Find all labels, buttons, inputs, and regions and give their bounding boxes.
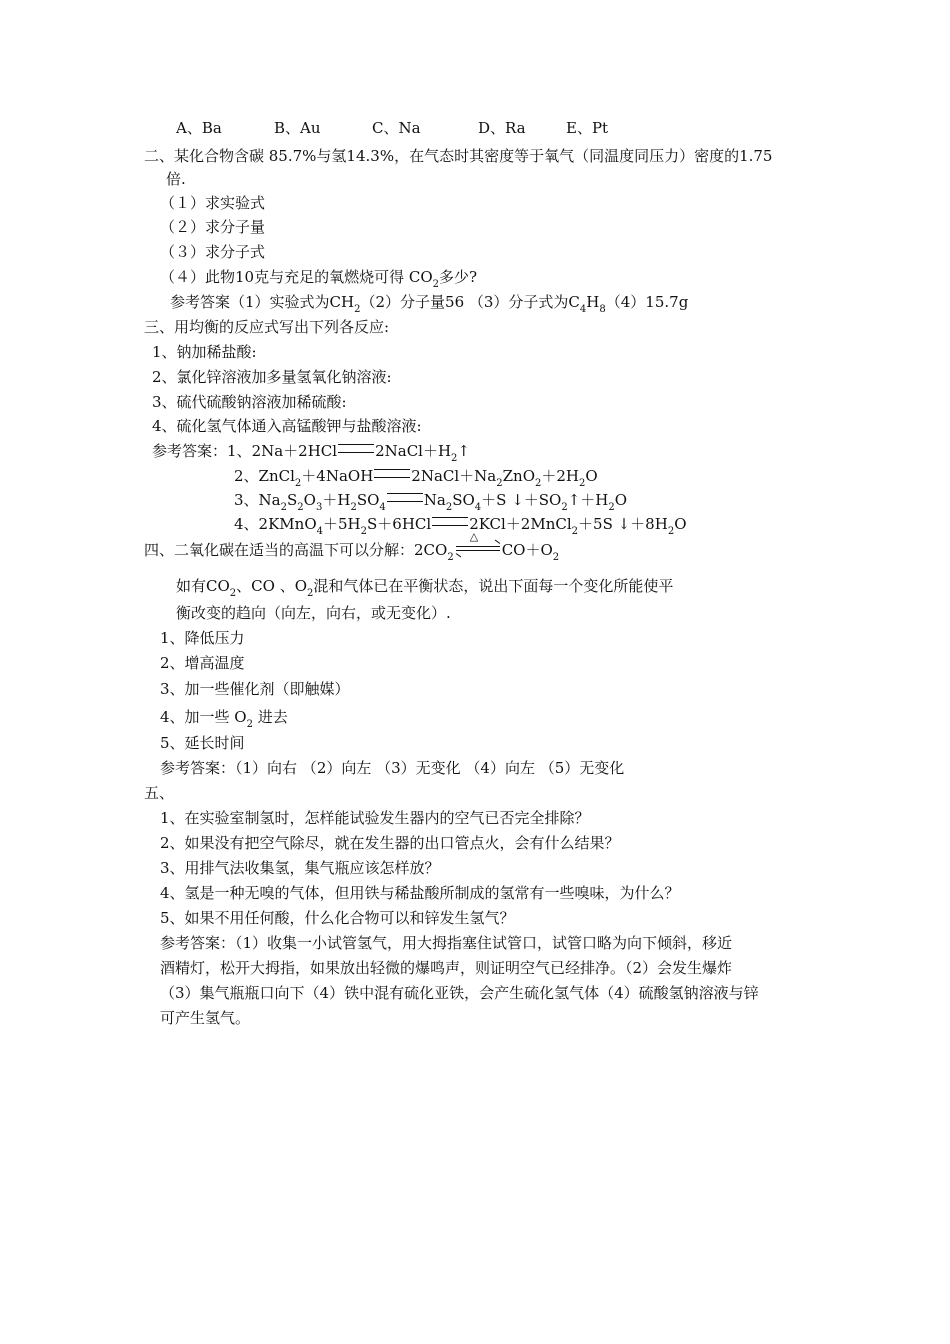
q5-item-2: 2、如果没有把空气除尽，就在发生器的出口管点火，会有什么结果？: [160, 834, 620, 852]
q3-answer-eq3: 3、$Na_2S_2O_3+H_2SO_4$ $Na_2SO_4+S$ $↓+SO_2↑+H_2O$: [234, 491, 628, 513]
q2-stem-line2: 倍.: [166, 170, 186, 188]
q2-item-3: （３）求分子式: [160, 243, 266, 261]
q5-answer-line1: 参考答案：（1）收集一小试管氢气，用大拇指塞住试管口，试管口略为向下倾斜，移近: [160, 934, 733, 952]
option-c: C、Na: [372, 119, 421, 137]
q5-answer-line4: 可产生氢气。: [160, 1009, 251, 1027]
q2-stem-line1: 二、某化合物含碳 85.7%与氢14.3%，在气态时其密度等于氧气（同温度同压力）密度的1.75: [144, 147, 773, 165]
q5-item-5: 5、如果不用任何酸，什么化合物可以和锌发生氢气？: [160, 909, 515, 927]
q4-answer: 参考答案：（1）向右 （2）向左 （3）无变化 （4）向左 （5）无变化: [160, 759, 625, 777]
q3-item-3: 3、硫代硫酸钠溶液加稀硫酸:: [152, 393, 347, 411]
q3-answer-eq4: 4、$2KMnO_4+5H_2S+6HCl$ 2KCl＋2MnCl$_2$＋5S $↓+8H_2O$: [234, 515, 687, 537]
equals-sign: [432, 517, 468, 526]
q4-item-1: 1、降低压力: [160, 629, 245, 647]
q3-stem: 三、用均衡的反应式写出下列各反应:: [144, 318, 390, 336]
answer-label: 参考答案：: [152, 442, 228, 460]
q4-para-line2: 衡改变的趋向（向左，向右，或无变化）.: [176, 604, 451, 622]
option-d: D、Ra: [478, 119, 526, 137]
q5-item-3: 3、用排气法收集氢，集气瓶应该怎样放？: [160, 859, 440, 877]
q5-item-4: 4、氢是一种无嗅的气体，但用铁与稀盐酸所制成的氢常有一些嗅味，为什么？: [160, 884, 680, 902]
option-a: A、Ba: [176, 119, 222, 137]
q3-item-1: 1、钠加稀盐酸:: [152, 343, 257, 361]
equals-sign: [387, 493, 423, 502]
q2-answer: 参考答案（1）实验式为$CH_2(2)$分子量56 （3）分子式为$C_4H_8(4)15.7g$: [170, 293, 689, 315]
q3-item-4: 4、硫化氢气体通入高锰酸钾与盐酸溶液:: [152, 417, 422, 435]
q4-stem: 四、二氧化碳在适当的高温下可以分解：$2CO_2$ △ $CO+O_2$: [144, 530, 560, 563]
q5-item-1: 1、在实验室制氢时，怎样能试验发生器内的空气已否完全排除？: [160, 809, 590, 827]
equals-sign: [374, 469, 410, 478]
q4-item-2: 2、增高温度: [160, 654, 245, 672]
q5-stem: 五、: [144, 784, 175, 802]
q4-item-5: 5、延长时间: [160, 734, 245, 752]
equals-sign: [338, 444, 374, 453]
q4-para-line1: 如有$CO_2$、CO 、$O_2$混和气体已在平衡状态，说出下面每一个变化所能使平: [176, 577, 674, 599]
q5-answer-line2: 酒精灯，松开大拇指，如果放出轻微的爆鸣声，则证明空气已经排净。（2）会发生爆炸: [160, 959, 733, 977]
q2-item-4: （４）此物10克与充足的氧燃烧可得 $CO_2$多少?: [160, 268, 478, 290]
q2-item-2: （２）求分子量: [160, 218, 266, 236]
q3-item-2: 2、氯化锌溶液加多量氢氧化钠溶液:: [152, 368, 392, 386]
q5-answer-line3: （3）集气瓶瓶口向下（4）铁中混有硫化亚铁，会产生硫化氢气体（4）硫酸氢钠溶液与锌: [160, 984, 759, 1002]
q3-answer-eq1: 参考答案：1、2Na＋2HCl $2NaCl+H_2↑$: [152, 442, 470, 464]
q3-answer-eq2: 2、ZnCl$_2$＋4NaOH $2NaCl+Na_2ZnO_2+2H_2O$: [234, 467, 598, 489]
option-e: E、Pt: [566, 119, 609, 137]
option-b: B、Au: [274, 119, 321, 137]
q4-item-3: 3、加一些催化剂（即触媒）: [160, 680, 350, 698]
q2-item-1: （１）求实验式: [160, 194, 266, 212]
heat-delta: △: [469, 530, 479, 543]
reversible-arrow-icon: [456, 530, 500, 557]
q4-item-4: 4、加一些 $O_2$ 进去: [160, 708, 288, 730]
q1-options: [176, 118, 608, 138]
